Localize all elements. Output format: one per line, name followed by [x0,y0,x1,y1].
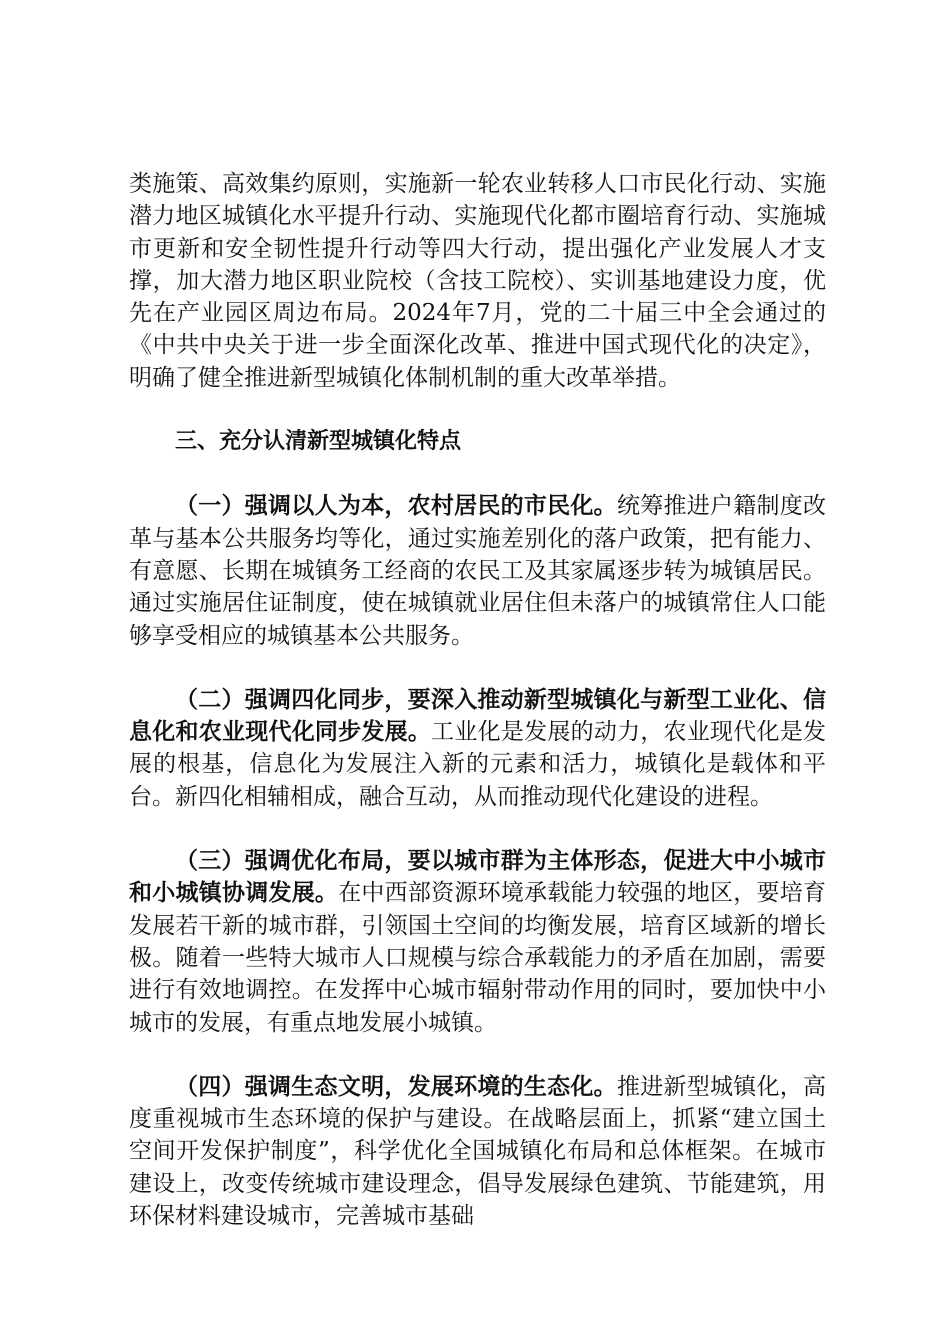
section-heading: 三、充分认清新型城镇化特点 [175,429,462,455]
document-page [129,168,826,1232]
point-lead-2: （二）强调四化同步，要深入推动新型城镇化与新型工业化、信息化和农业现代化同步发展。 [129,686,826,746]
point-body-1: 统筹推进户籍制度改革与基本公共服务均等化，通过实施差别化的落户政策，把有能力、有意愿、长期在城镇务工经商的农民工及其家属逐步转为城镇居民。通过实施居住证制度，使在城镇就业居住但未落户的城镇常住人口能够享受相应的城镇基本公共服务。 [129,493,827,649]
point-lead-1: （一）强调以人为本，农村居民的市民化。 [175,493,617,520]
point-paragraph-1 [129,490,826,651]
point-body-3: 在中西部资源环境承载能力较强的地区，要培育发展若干新的城市群，引领国土空间的均衡发展，培育区域新的增长极。随着一些特大城市人口规模与综合承载能力的矛盾在加剧，需要进行有效地调控。在发挥中心城市辐射带动作用的同时，要加快中小城市的发展，有重点地发展小城镇。 [129,880,827,1036]
point-body-4: 推进新型城镇化，高度重视城市生态环境的保护与建设。在战略层面上，抓紧“建立国土空间开发保护制度”，科学优化全国城镇化布局和总体框架。在城市建设上，改变传统城市建设理念，倡导发展绿色建筑、节能建筑，用环保材料建设城市，完善城市基础 [129,1073,827,1230]
point-lead-4: （四）强调生态文明，发展环境的生态化。 [175,1073,617,1100]
point-paragraph-2 [129,684,826,813]
point-paragraph-4 [129,1071,826,1232]
point-body-2: 工业化是发展的动力，农业现代化是发展的根基，信息化为发展注入新的元素和活力，城镇化是载体和平台。新四化相辅相成，融合互动，从而推动现代化建设的进程。 [129,719,827,810]
point-paragraph-3 [129,845,826,1039]
point-lead-3: （三）强调优化布局，要以城市群为主体形态，促进大中小城市和小城镇协调发展。 [129,848,826,907]
body-paragraph: 类施策、高效集约原则，实施新一轮农业转移人口市民化行动、实施潜力地区城镇化水平提升行动、实施现代化都市圈培育行动、实施城市更新和安全韧性提升行动等四大行动，提出强化产业发展人才支撑，加大潜力地区职业院校（含技工院校）、实训基地建设力度，优先在产业园区周边布局。2024年7月，党的二十届三中全会通过的《中共中央关于进一步全面深化改革、推进中国式现代化的决定》，明确了健全推进新型城镇化体制机制的重大改革举措。 [129,171,826,391]
